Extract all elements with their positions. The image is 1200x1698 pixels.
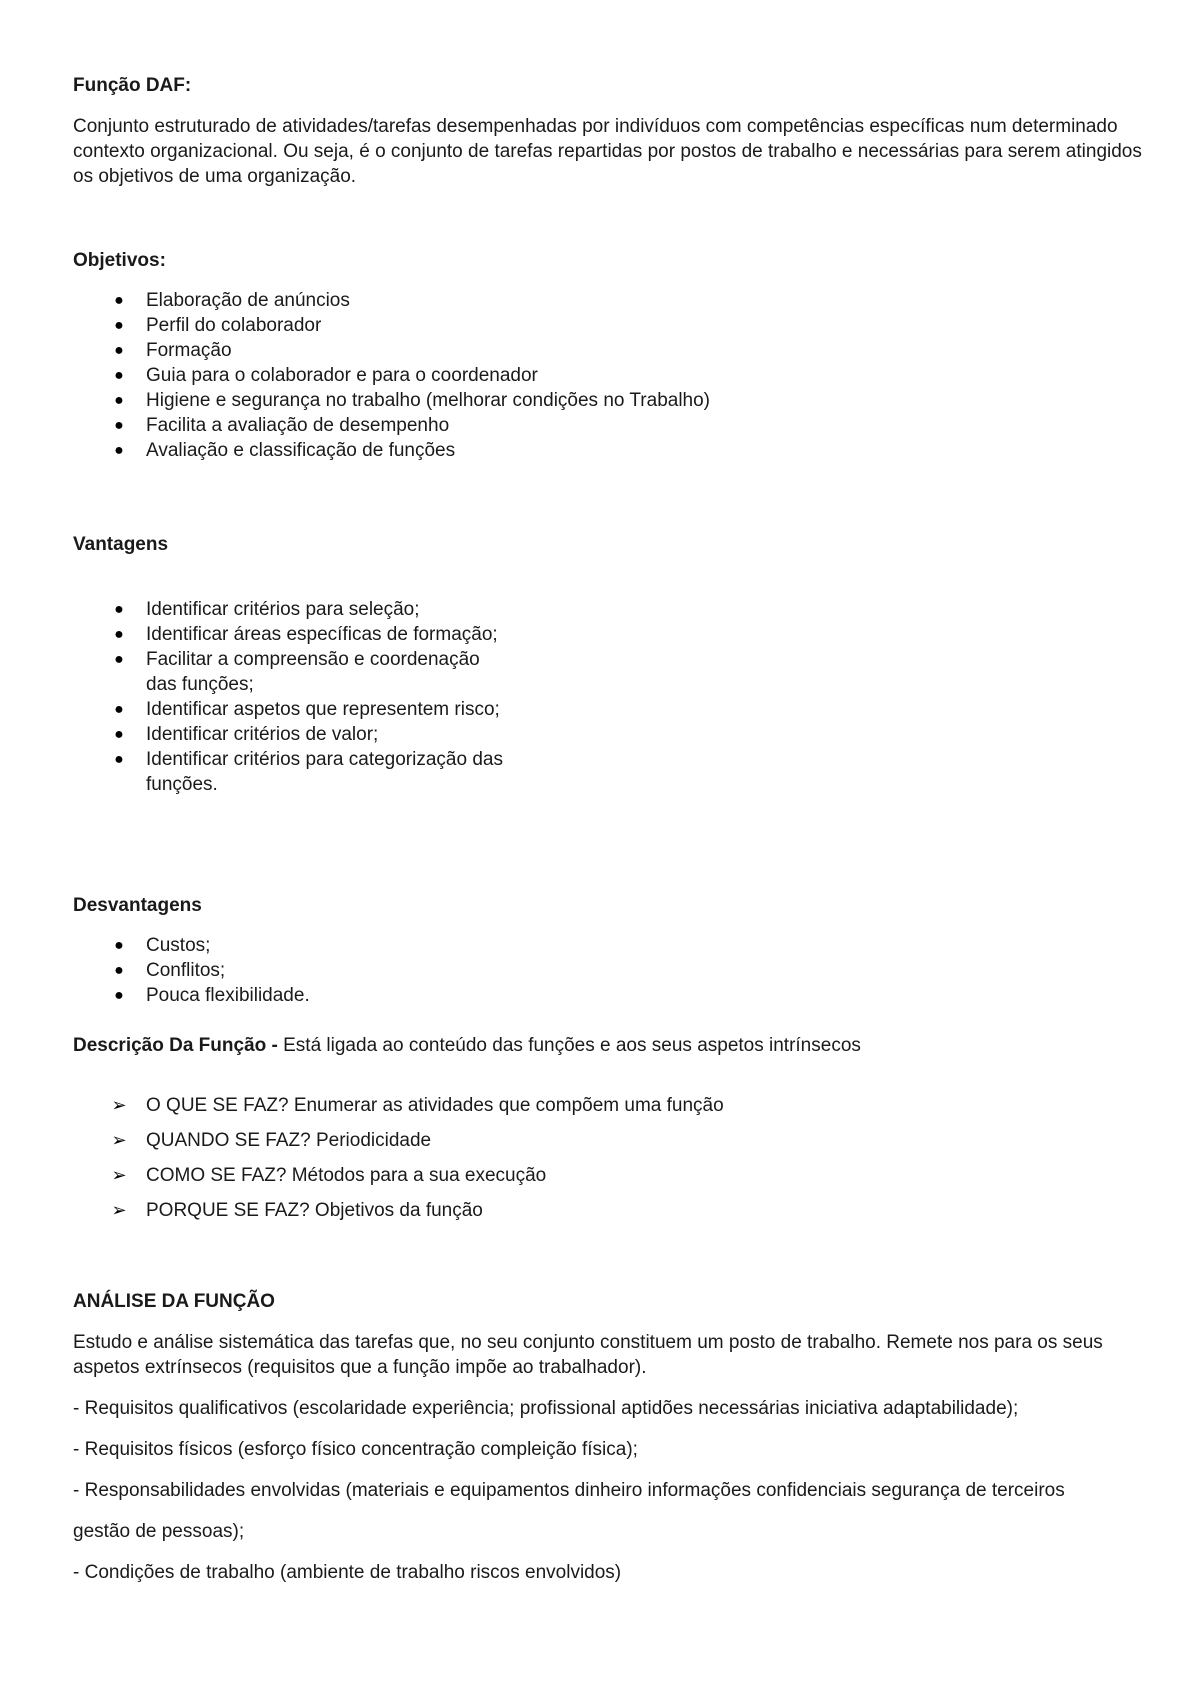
funcao-paragraph: Conjunto estruturado de atividades/tarefas desempenhadas por indivíduos com competências específicas num determinado contexto organizacional. Ou seja, é o conjunto de tarefas repartidas por postos de trabalho e necessárias para serem atingidos os objetivos de uma organização. [73, 116, 1142, 187]
list-item: ➢ PORQUE SE FAZ? Objetivos da função [73, 1198, 724, 1223]
list-item: ● Perfil do colaborador [73, 313, 710, 338]
arrow-bullet-icon: ➢ [111, 1095, 127, 1115]
list-item: ● Custos; [73, 933, 310, 958]
descricao-list [73, 1093, 724, 1233]
list-item: ● Elaboração de anúncios [73, 288, 710, 313]
list-item: ● Pouca flexibilidade. [73, 983, 310, 1008]
bullet-icon: ● [114, 987, 124, 1004]
bullet-icon: ● [114, 417, 124, 434]
bullet-icon: ● [114, 726, 124, 743]
list-item: ● Identificar critérios para categorização das funções. [73, 747, 506, 797]
desvantagens-list [73, 933, 310, 1008]
bullet-icon: ● [114, 962, 124, 979]
bullet-icon: ● [114, 442, 124, 459]
list-item: ➢ QUANDO SE FAZ? Periodicidade [73, 1128, 724, 1153]
condicoes: - Condições de trabalho (ambiente de trabalho riscos envolvidos) [73, 1562, 622, 1583]
list-item: ● Avaliação e classificação de funções [73, 438, 710, 463]
list-item: ● Formação [73, 338, 710, 363]
vantagens-list [73, 597, 506, 797]
list-item: ● Higiene e segurança no trabalho (melhorar condições no Trabalho) [73, 388, 710, 413]
bullet-icon: ● [114, 751, 124, 768]
desvantagens-heading: Desvantagens [73, 895, 202, 916]
list-item: ● Identificar critérios de valor; [73, 722, 506, 747]
list-item: ● Identificar aspetos que representem risco; [73, 697, 506, 722]
list-item: ● Facilitar a compreensão e coordenação das funções; [73, 647, 506, 697]
list-item: ● Identificar áreas específicas de formação; [73, 622, 506, 647]
analise-heading: ANÁLISE DA FUNÇÃO [73, 1291, 275, 1312]
responsabilidades-cont: gestão de pessoas); [73, 1521, 245, 1542]
list-item: ➢ COMO SE FAZ? Métodos para a sua execução [73, 1163, 724, 1188]
bullet-icon: ● [114, 392, 124, 409]
responsabilidades: - Responsabilidades envolvidas (materiais e equipamentos dinheiro informações confidenciais segurança de terceiros [73, 1480, 1065, 1501]
bullet-icon: ● [114, 292, 124, 309]
bullet-icon: ● [114, 651, 124, 668]
objetivos-list [73, 288, 710, 463]
bullet-icon: ● [114, 342, 124, 359]
list-item: ● Conflitos; [73, 958, 310, 983]
arrow-bullet-icon: ➢ [111, 1165, 127, 1185]
bullet-icon: ● [114, 626, 124, 643]
descricao-heading: Descrição Da Função - [73, 1035, 278, 1056]
arrow-bullet-icon: ➢ [111, 1200, 127, 1220]
funcao-heading: Função DAF: [73, 75, 192, 96]
bullet-icon: ● [114, 601, 124, 618]
req-fisicos: - Requisitos físicos (esforço físico concentração compleição física); [73, 1439, 638, 1460]
bullet-icon: ● [114, 317, 124, 334]
arrow-bullet-icon: ➢ [111, 1130, 127, 1150]
analise-paragraph: Estudo e análise sistemática das tarefas que, no seu conjunto constituem um posto de trabalho. Remete nos para os seus aspetos extrínsecos (requisitos que a função impõe ao trabalhador). [73, 1332, 1103, 1378]
list-item: ● Facilita a avaliação de desempenho [73, 413, 710, 438]
bullet-icon: ● [114, 937, 124, 954]
bullet-icon: ● [114, 701, 124, 718]
list-item: ➢ O QUE SE FAZ? Enumerar as atividades que compõem uma função [73, 1093, 724, 1118]
bullet-icon: ● [114, 367, 124, 384]
list-item: ● Identificar critérios para seleção; [73, 597, 506, 622]
descricao-text: Está ligada ao conteúdo das funções e aos seus aspetos intrínsecos [277, 1035, 861, 1056]
vantagens-heading: Vantagens [73, 534, 169, 555]
req-qualificativos: - Requisitos qualificativos (escolaridade experiência; profissional aptidões necessárias iniciativa adaptabilidade); [73, 1398, 1019, 1419]
objetivos-heading: Objetivos: [73, 250, 166, 271]
descricao-line [73, 1033, 861, 1058]
list-item: ● Guia para o colaborador e para o coordenador [73, 363, 710, 388]
